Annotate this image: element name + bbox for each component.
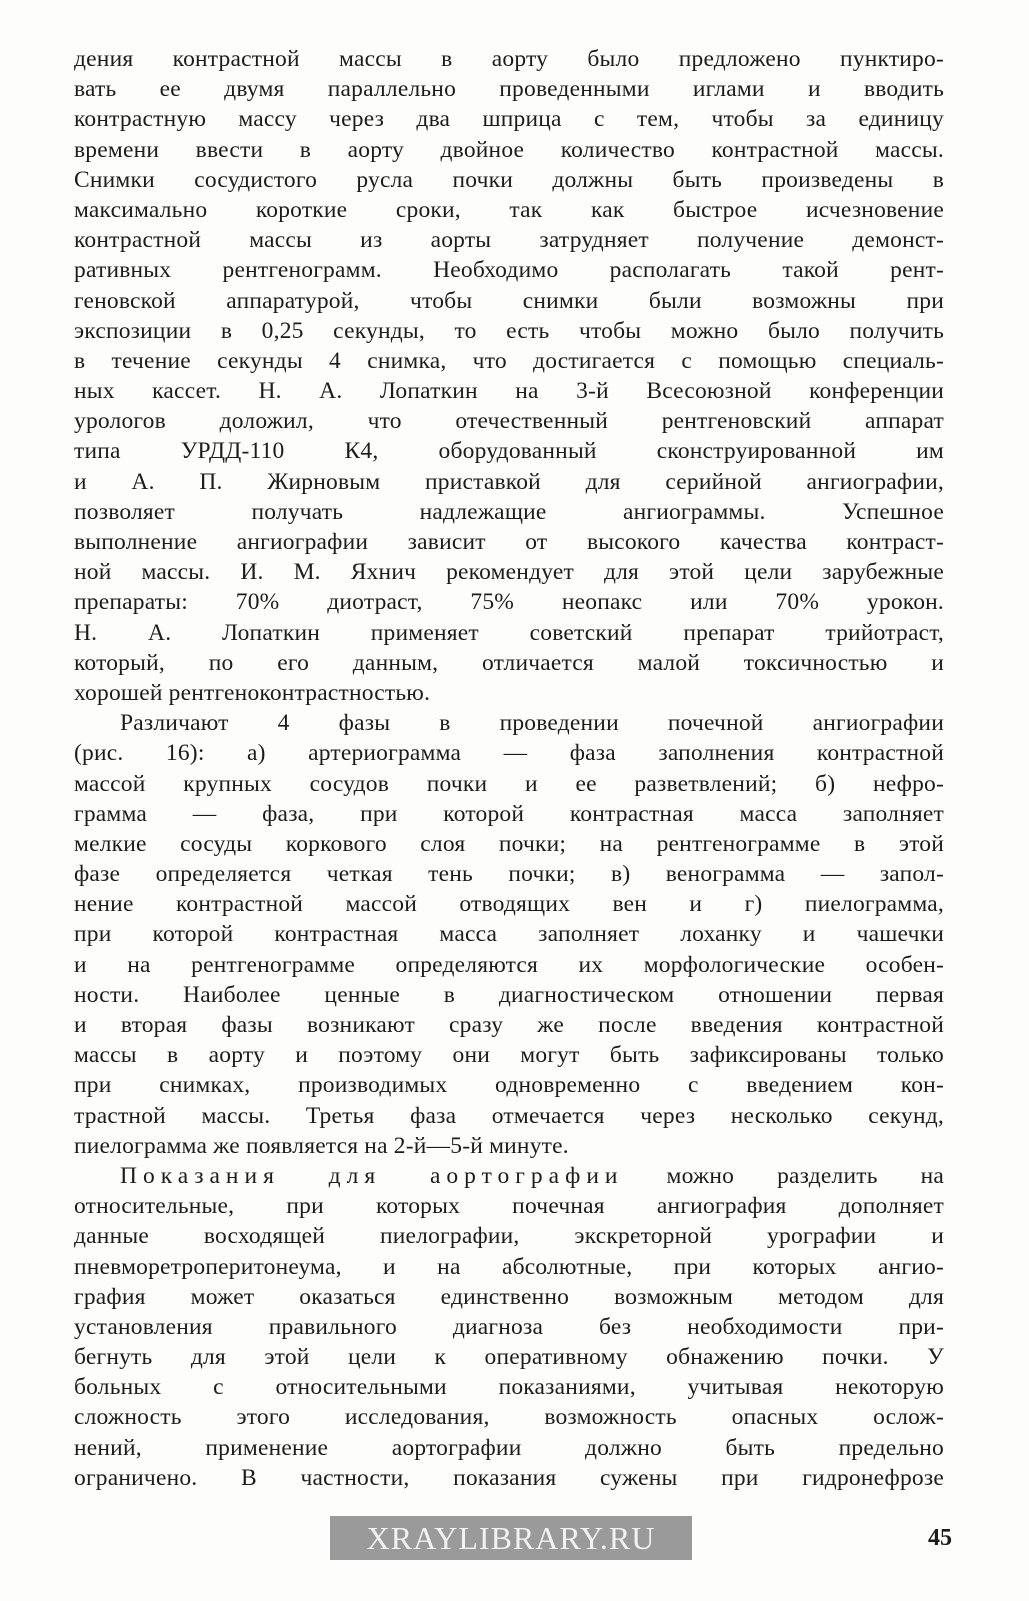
- text-line: сложность этого исследования, возможность опасных ослож-: [74, 1404, 944, 1431]
- text-line: максимально короткие сроки, так как быстрое исчезновение: [74, 196, 944, 223]
- text-line: Снимки сосудистого русла почки должны быть произведены в: [74, 166, 944, 193]
- text-line: и вторая фазы возникают сразу же после введения контрастной: [74, 1012, 944, 1038]
- text-line: бегнуть для этой цели к оперативному обнажению почки. У: [74, 1344, 944, 1371]
- text-line: нение контрастной массой отводящих вен и г) пиелограмма,: [74, 891, 944, 918]
- watermark: XRAYLIBRARY.RU: [330, 1516, 692, 1560]
- text-line: ративных рентгенограмм. Необходимо располагать такой рент-: [74, 257, 944, 284]
- text-line: в течение секунды 4 снимка, что достигается с помощью специаль-: [74, 347, 944, 374]
- text-line: мелкие сосуды коркового слоя почки; на рентгенограмме в этой: [74, 830, 944, 857]
- text-line: вать ее двумя параллельно проведенными иглами и вводить: [74, 76, 944, 103]
- text-line: препараты: 70% диотраст, 75% неопакс или 70% урокон.: [74, 589, 944, 616]
- text-line: массы в аорту и поэтому они могут быть зафиксированы только: [74, 1042, 944, 1069]
- text-line: фазе определяется четкая тень почки; в) венограмма — запол-: [74, 861, 944, 888]
- text-line: Различают 4 фазы в проведении почечной ангиографии: [120, 710, 944, 737]
- text-line: (рис. 16): а) артериограмма — фаза заполнения контрастной: [74, 740, 944, 767]
- page-number: 45: [928, 1525, 952, 1551]
- text-line: ограничено. В частности, показания сужены при гидронефрозе: [74, 1464, 944, 1491]
- text-line: [74, 1161, 944, 1191]
- text-line: хорошей рентгеноконтрастностью.: [74, 679, 431, 706]
- text-line: времени ввести в аорту двойное количество контрастной массы.: [74, 136, 944, 163]
- text-fragment: можно разделить на: [666, 1162, 945, 1189]
- text-line: и на рентгенограмме определяются их морфологические особен-: [74, 951, 944, 978]
- text-line: ности. Наиболее ценные в диагностическом отношении первая: [74, 981, 944, 1008]
- text-line: нений, применение аортографии должно быть предельно: [74, 1434, 944, 1461]
- text-line: который, по его данным, отличается малой токсичностью и: [74, 649, 944, 676]
- text-line: относительные, при которых почечная ангиография дополняет: [74, 1193, 944, 1220]
- page-footer: [0, 1510, 1029, 1570]
- text-line: графия может оказаться единственно возможным методом для: [74, 1283, 944, 1310]
- text-line: при снимках, производимых одновременно с введением кон-: [74, 1072, 944, 1099]
- text-line: контрастной массы из аорты затрудняет получение демонст-: [74, 227, 944, 254]
- text-line: данные восходящей пиелографии, экскреторной урографии и: [74, 1223, 944, 1250]
- text-line: больных с относительными показаниями, учитывая некоторую: [74, 1374, 944, 1401]
- text-line: экспозиции в 0,25 секунды, то есть чтобы можно было получить: [74, 317, 944, 344]
- text-line: массой крупных сосудов почки и ее разветвлений; б) нефро-: [74, 770, 944, 797]
- text-line: и А. П. Жирновым приставкой для серийной ангиографии,: [74, 468, 944, 495]
- text-line: пневморетроперитонеума, и на абсолютные, при которых ангио-: [74, 1253, 944, 1280]
- text-line: при которой контрастная масса заполняет лоханку и чашечки: [74, 921, 944, 948]
- text-line: дения контрастной массы в аорту было предложено пунктиро-: [74, 46, 944, 72]
- text-line: ной массы. И. М. Яхнич рекомендует для этой цели зарубежные: [74, 559, 944, 586]
- text-line: типа УРДД-110 К4, оборудованный сконструированной им: [74, 438, 944, 465]
- text-line: ных кассет. Н. А. Лопаткин на 3-й Всесоюзной конференции: [74, 378, 944, 405]
- text-line: грамма — фаза, при которой контрастная масса заполняет: [74, 800, 944, 827]
- body-text: [74, 44, 944, 1493]
- text-line: геновской аппаратурой, чтобы снимки были возможны при: [74, 287, 944, 314]
- text-line: пиелограмма же появляется на 2-й—5-й минуте.: [74, 1132, 569, 1159]
- text-line: позволяет получать надлежащие ангиограммы. Успешное: [74, 498, 944, 525]
- text-line: трастной массы. Третья фаза отмечается через несколько секунд,: [74, 1102, 944, 1129]
- text-line: Н. А. Лопаткин применяет советский препарат трийотраст,: [74, 619, 944, 646]
- emphasized-term: Показания для аортографии: [120, 1162, 624, 1189]
- text-line: контрастную массу через два шприца с тем, чтобы за единицу: [74, 106, 944, 133]
- text-line: выполнение ангиографии зависит от высокого качества контраст-: [74, 529, 944, 555]
- text-line: урологов доложил, что отечественный рентгеновский аппарат: [74, 408, 944, 435]
- text-line: установления правильного диагноза без необходимости при-: [74, 1313, 944, 1340]
